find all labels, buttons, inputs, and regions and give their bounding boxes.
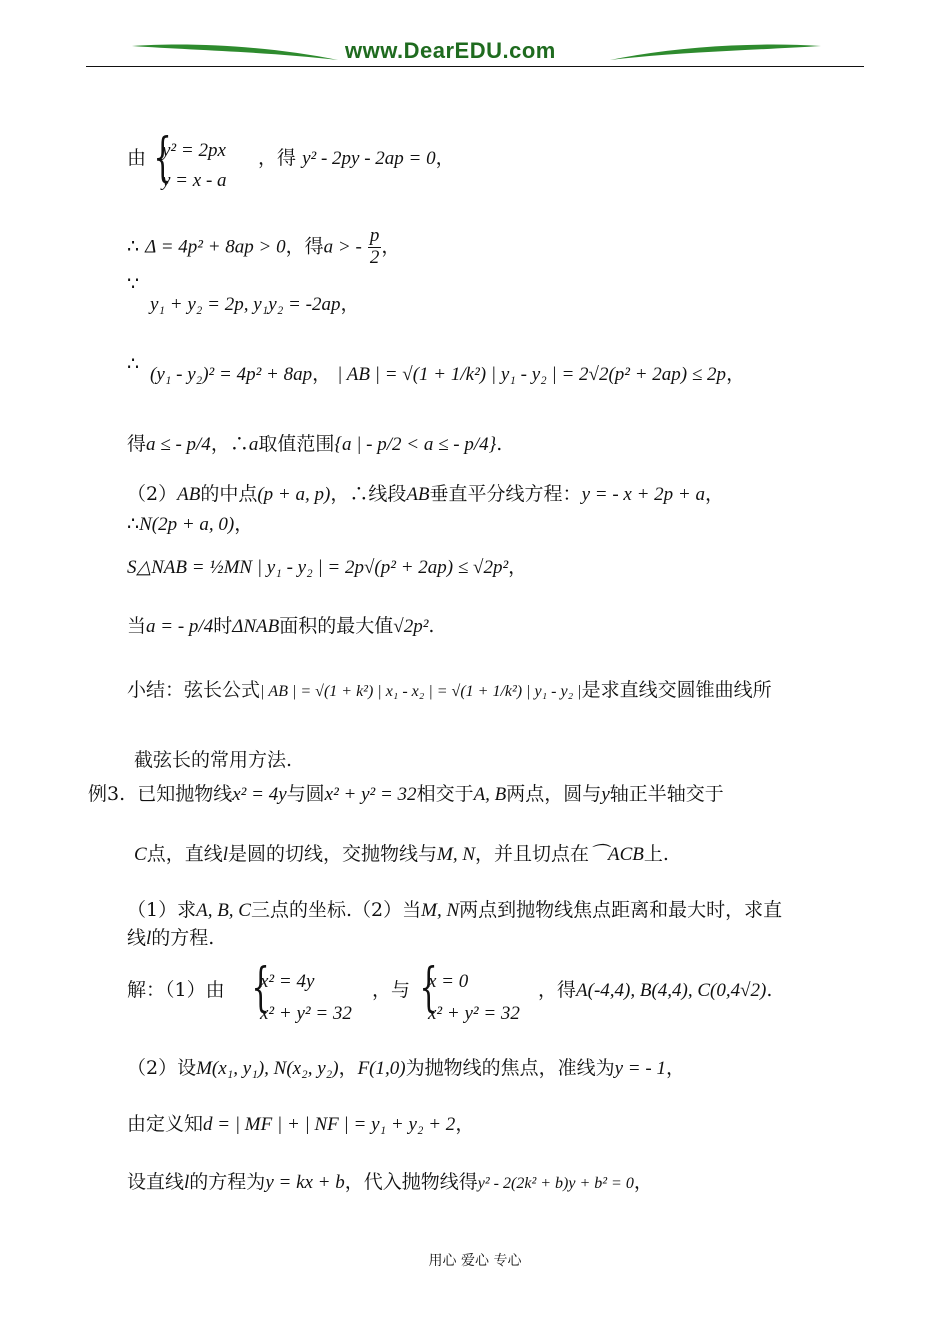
inequality: a ≤ - p/4 <box>146 434 211 455</box>
therefore: ∴ <box>127 353 140 375</box>
line-1-rest <box>258 146 455 172</box>
question-line-2 <box>127 926 214 952</box>
points: A, B, C <box>196 900 251 921</box>
text: 三点的坐标.（2）当 <box>250 899 422 921</box>
eq-bottom: x² + y² = 32 <box>428 1003 520 1024</box>
brace: { <box>153 128 172 188</box>
coordinates: A(-4,4), B(4,4), C(0,4√2) <box>576 980 767 1001</box>
brace: { <box>251 958 270 1018</box>
eq-top: y² = 2px <box>162 140 226 161</box>
line-10 <box>127 678 772 703</box>
punct: ， <box>312 363 332 385</box>
line-11 <box>134 748 292 773</box>
line-9 <box>127 614 434 640</box>
text: ，∴ <box>210 433 249 455</box>
text: ，∴线段 <box>330 483 407 505</box>
set: {a | - p/2 < a ≤ - p/4} <box>334 434 497 455</box>
punct: . <box>428 615 435 637</box>
text: ，得 <box>285 235 324 258</box>
points: A, B <box>473 784 507 805</box>
numerator: p <box>369 225 380 246</box>
text: 面积的最大值 <box>279 615 394 637</box>
focus: F(1,0) <box>357 1058 406 1079</box>
text: 得 <box>127 433 147 455</box>
punct: ， <box>704 483 724 505</box>
text: 轴正半轴交于 <box>609 783 724 805</box>
eq-bottom: x² + y² = 32 <box>260 1003 352 1024</box>
points: M, N <box>421 900 460 921</box>
solution-1-result <box>538 978 772 1004</box>
equation: y = - x + 2p + a <box>581 484 705 505</box>
segment: AB <box>177 484 201 505</box>
text: 的方程为 <box>189 1171 266 1193</box>
punct: ， <box>455 1113 475 1135</box>
text: ，得 <box>258 147 297 169</box>
text: 是圆的切线，交抛物线与 <box>227 843 437 865</box>
line-var: l <box>146 928 152 949</box>
solution-4 <box>127 1170 653 1196</box>
eq-bottom: y = x - a <box>162 170 227 191</box>
arc: ⌒ACB <box>589 844 644 865</box>
point: N(2p + a, 0) <box>139 514 235 535</box>
text: 与圆 <box>286 783 325 805</box>
text: 两点到抛物线焦点距离和最大时，求直 <box>459 899 783 921</box>
punct: ， <box>340 293 360 315</box>
text: ，得 <box>538 979 577 1001</box>
punct: ， <box>381 235 401 258</box>
fraction <box>368 226 382 269</box>
axis: y <box>601 784 610 805</box>
parabola: x² = 4y <box>232 784 287 805</box>
therefore: ∴ <box>127 513 140 535</box>
points: M, N <box>437 844 475 865</box>
solution-1-and <box>372 978 410 1003</box>
system-1 <box>162 136 227 196</box>
eq-top: x = 0 <box>428 971 469 992</box>
text: 线 <box>127 927 147 949</box>
point: C <box>134 844 147 865</box>
line-var: l <box>222 844 228 865</box>
brace: { <box>419 958 438 1018</box>
text: 由 <box>127 147 147 169</box>
segment: AB <box>406 484 430 505</box>
text: 为抛物线的焦点，准线为 <box>405 1057 615 1079</box>
example-3-line-1 <box>88 782 724 808</box>
header-leaf-left <box>130 40 340 64</box>
triangle: ΔNAB <box>232 616 280 637</box>
text: 两点，圆与 <box>506 783 602 805</box>
equation: d = | MF | + | NF | = y₁ + y₂ + 2 <box>203 1114 456 1135</box>
text: ，并且切点在 <box>475 843 590 865</box>
punct: ， <box>665 1057 685 1079</box>
line-equation: y = kx + b <box>265 1172 345 1193</box>
text: 当 <box>127 615 147 637</box>
example-label: 例3. <box>88 783 126 805</box>
text: 相交于 <box>416 783 474 805</box>
punct: ， <box>508 556 528 578</box>
midpoint: (p + a, p) <box>257 484 331 505</box>
line-7 <box>127 512 253 538</box>
example-3-line-2 <box>134 842 669 868</box>
text: ，与 <box>372 979 411 1001</box>
text: ，代入抛物线得 <box>344 1171 478 1193</box>
line-4-symbol <box>127 352 139 377</box>
text: 小结：弦长公式 <box>127 679 261 701</box>
solution-3 <box>127 1112 474 1138</box>
therefore: ∴ <box>127 235 140 258</box>
header-leaf-right <box>608 40 823 64</box>
solution-1-text <box>127 978 225 1003</box>
text: 点，直线 <box>146 843 223 865</box>
equation: y² - 2py - 2ap = 0 <box>302 148 436 169</box>
line-2 <box>127 226 400 269</box>
equation-2: | AB | = √(1 + 1/k²) | y₁ - y₂ | = 2√2(p² + 2ap) ≤ 2p <box>337 364 727 385</box>
text: 截弦长的常用方法. <box>134 749 293 771</box>
punct: . <box>766 979 773 1001</box>
line-1 <box>127 146 146 171</box>
directrix: y = - 1 <box>614 1058 666 1079</box>
text: 取值范围 <box>258 433 335 455</box>
system-a <box>260 966 352 1030</box>
text: 的中点 <box>200 483 258 505</box>
text: 时 <box>213 615 233 637</box>
line-5 <box>127 432 502 458</box>
line-6 <box>127 482 724 508</box>
solution-2 <box>127 1056 685 1082</box>
header-rule <box>86 66 864 67</box>
equation: Δ = 4p² + 8ap > 0 <box>145 236 286 258</box>
quadratic: y² - 2(2k² + b)y + b² = 0 <box>477 1175 634 1192</box>
text: 上. <box>643 843 669 865</box>
line-3 <box>150 292 359 318</box>
eq-top: x² = 4y <box>260 971 315 992</box>
inequality: a > - <box>323 236 362 258</box>
because: ∵ <box>127 273 140 295</box>
punct: . <box>496 433 503 455</box>
variable: a <box>248 434 259 455</box>
equation: a = - p/4 <box>146 616 214 637</box>
points: M(x₁, y₁), N(x₂, y₂) <box>196 1058 339 1079</box>
text: 是求直线交圆锥曲线所 <box>581 679 772 701</box>
equation: S△NAB = ½MN | y₁ - y₂ | = 2p√(p² + 2ap) ≤ √2p² <box>127 557 509 578</box>
equation: y₁ + y₂ = 2p, y₁y₂ = -2ap <box>150 294 341 315</box>
value: √2p² <box>393 616 429 637</box>
question-line-1 <box>127 898 782 924</box>
text: 已知抛物线 <box>137 783 233 805</box>
punct: ， <box>435 147 455 169</box>
text: 设直线 <box>127 1171 185 1193</box>
text: （2） <box>127 483 178 505</box>
line-4 <box>150 362 745 388</box>
text: 解：（1）由 <box>127 979 225 1001</box>
text: 由定义知 <box>127 1113 204 1135</box>
punct: ， <box>633 1171 653 1193</box>
text: 的方程. <box>151 927 215 949</box>
denominator: 2 <box>369 246 380 268</box>
punct: ， <box>338 1057 358 1079</box>
chord-formula: | AB | = √(1 + k²) | x₁ - x₂ | = √(1 + 1/k²) | y₁ - y₂ | <box>260 683 582 700</box>
line-3-symbol <box>127 272 139 297</box>
header-site-url: www.DearEDU.com <box>345 38 556 63</box>
text: （2）设 <box>127 1057 197 1079</box>
equation-1: (y₁ - y₂)² = 4p² + 8ap <box>150 364 313 385</box>
text: （1）求 <box>127 899 197 921</box>
circle: x² + y² = 32 <box>324 784 417 805</box>
footer-text: 用心 爱心 专心 <box>428 1253 522 1269</box>
line-8 <box>127 555 527 581</box>
system-b <box>428 966 520 1030</box>
punct: ， <box>234 513 254 535</box>
text: 垂直平分线方程： <box>429 483 582 505</box>
line-var: l <box>184 1172 190 1193</box>
punct: ， <box>726 363 746 385</box>
